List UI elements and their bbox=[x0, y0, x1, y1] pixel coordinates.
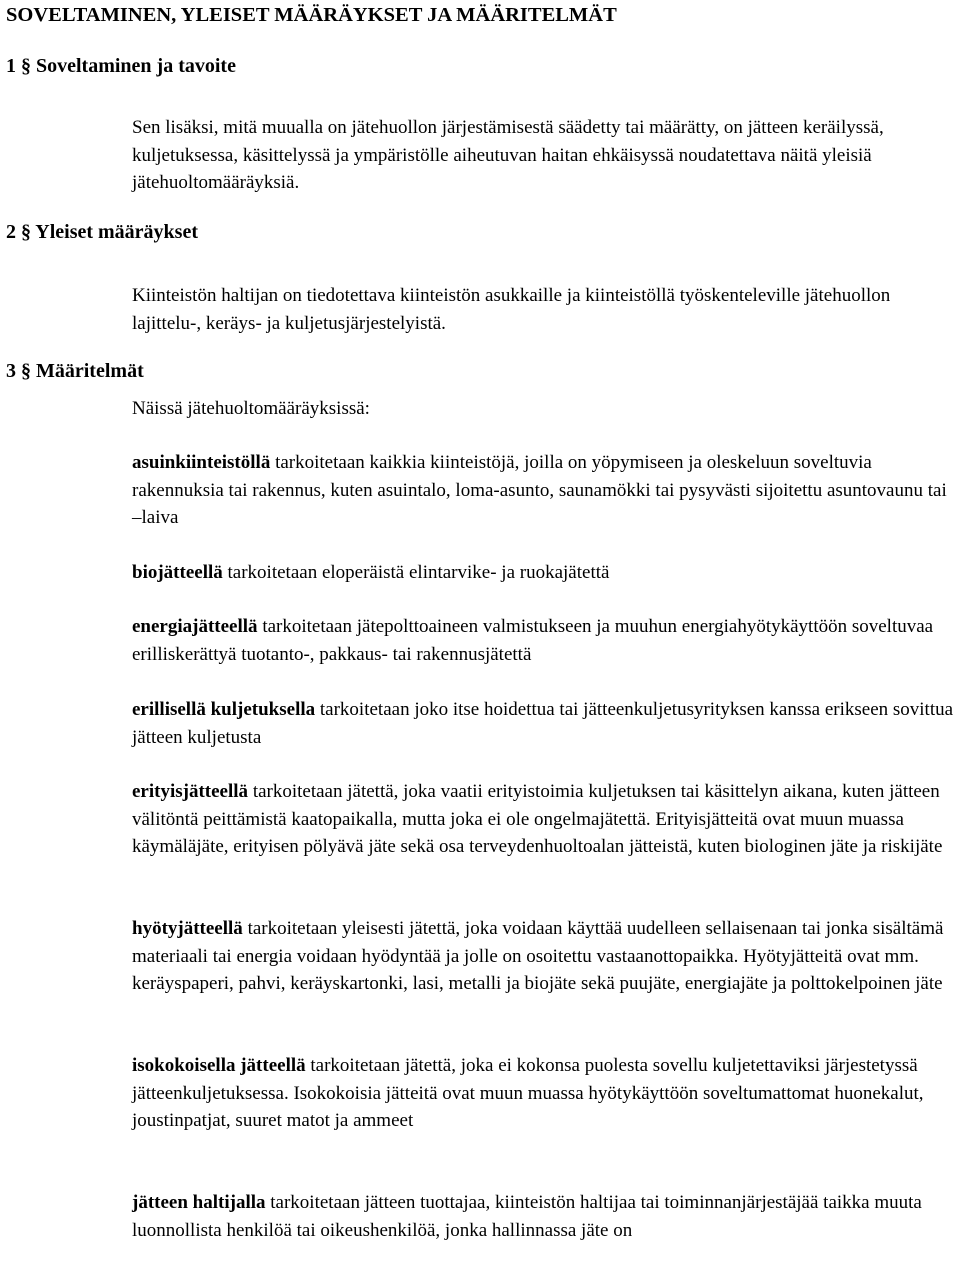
definition-term: biojätteellä bbox=[132, 562, 223, 583]
section-2-body bbox=[132, 282, 956, 337]
definition-term: jätteen haltijalla bbox=[132, 1192, 266, 1213]
section-1-body bbox=[132, 114, 956, 197]
definition-item bbox=[132, 696, 956, 751]
definition-text: tarkoitetaan jätettä, joka vaatii erityistoimia kuljetuksen tai käsittelyn aikana, kuten jätteen välitöntä peittämistä kaatopaikalla, mutta joka ei ole ongelmajätettä. Erityisjätteitä ovat muun muassa käymäläjäte, erityisen pölyävä jäte sekä osa terveydenhuoltoalan jätteistä, kuten biologinen jäte ja riskijäte bbox=[132, 781, 943, 857]
section-heading-2: 2 § Yleiset määräykset bbox=[6, 221, 198, 243]
definition-term: energiajätteellä bbox=[132, 616, 258, 637]
section-3-intro bbox=[132, 395, 956, 423]
definition-item bbox=[132, 449, 956, 532]
definition-text: tarkoitetaan jätettä, joka ei kokonsa puolesta sovellu kuljetettaviksi järjestetyssä jätteenkuljetuksessa. Isokokoisia jätteitä ovat muun muassa hyötykäyttöön soveltumattomat huonekalut, joustinpatjat, suuret matot ja ammeet bbox=[132, 1055, 924, 1131]
definition-term: asuinkiinteistöllä bbox=[132, 452, 271, 473]
definition-term: hyötyjätteellä bbox=[132, 918, 243, 939]
definition-text: tarkoitetaan eloperäistä elintarvike- ja ruokajätettä bbox=[222, 562, 610, 583]
definition-item bbox=[132, 1189, 956, 1244]
definition-text: tarkoitetaan joko itse hoidettua tai jätteenkuljetusyrityksen kanssa erikseen sovittua jätteen kuljetusta bbox=[132, 699, 954, 748]
definition-term: erityisjätteellä bbox=[132, 781, 249, 802]
section-1-paragraph: Sen lisäksi, mitä muualla on jätehuollon järjestämisestä säädetty tai määrätty, on jätteen keräilyssä, kuljetuksessa, käsittelyssä ja ympäristölle aiheutuvan haitan ehkäisyssä noudatettava näitä yleisiä jätehuoltomääräyksiä. bbox=[132, 117, 884, 193]
definition-item bbox=[132, 778, 956, 861]
definition-text: tarkoitetaan yleisesti jätettä, joka voidaan käyttää uudelleen sellaisenaan tai jonka sisältämä materiaali tai energia voidaan hyödyntää ja jolle on osoitettu vastaanottopaikka. Hyötyjätteitä ovat mm. keräyspaperi, pahvi, keräyskartonki, lasi, metalli ja biojäte sekä puujäte, energiajäte ja polttokelpoinen jäte bbox=[132, 918, 944, 994]
definition-text: tarkoitetaan jätepolttoaineen valmistukseen ja muuhun energiahyötykäyttöön soveltuvaa erilliskerättyä tuotanto-, pakkaus- tai rakennusjätettä bbox=[132, 616, 934, 665]
definition-item bbox=[132, 915, 956, 998]
definition-item bbox=[132, 613, 956, 668]
document-title: SOVELTAMINEN, YLEISET MÄÄRÄYKSET JA MÄÄRITELMÄT bbox=[6, 4, 617, 26]
definition-item bbox=[132, 1052, 956, 1135]
definition-term: erillisellä kuljetuksella bbox=[132, 699, 316, 720]
section-2-paragraph: Kiinteistön haltijan on tiedotettava kiinteistön asukkaille ja kiinteistöllä työskenteleville jätehuollon lajittelu-, keräys- ja kuljetusjärjestelyistä. bbox=[132, 285, 891, 334]
definition-item bbox=[132, 559, 956, 587]
section-heading-1: 1 § Soveltaminen ja tavoite bbox=[6, 55, 236, 77]
section-heading-3: 3 § Määritelmät bbox=[6, 360, 144, 382]
definition-text: tarkoitetaan kaikkia kiinteistöjä, joilla on yöpymiseen ja oleskeluun soveltuvia rakennuksia tai rakennus, kuten asuintalo, loma-asunto, saunamökki tai pysyvästi sijoitettu asuntovaunu tai –laiva bbox=[132, 452, 947, 528]
definition-text: tarkoitetaan jätteen tuottajaa, kiinteistön haltijaa tai toiminnanjärjestäjää taikka muuta luonnollista henkilöä tai oikeushenkilöä, jonka hallinnassa jäte on bbox=[132, 1192, 922, 1241]
definition-term: isokokoisella jätteellä bbox=[132, 1055, 306, 1076]
definitions-intro: Näissä jätehuoltomääräyksissä: bbox=[132, 398, 370, 419]
